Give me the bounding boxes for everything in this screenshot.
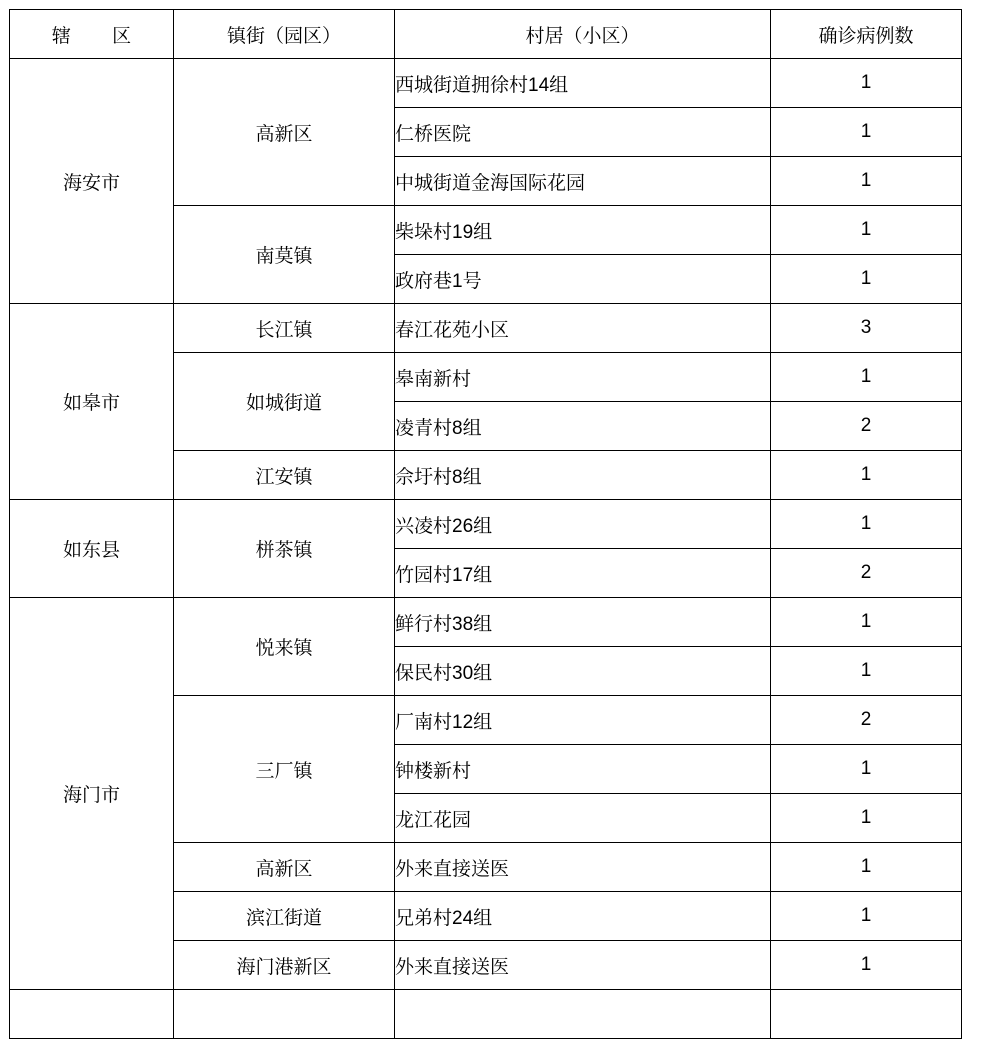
district-cell: 海安市 — [10, 59, 174, 304]
town-cell: 高新区 — [174, 59, 395, 206]
town-cell: 三厂镇 — [174, 696, 395, 843]
count-cell: 3 — [771, 304, 962, 353]
village-cell: 柴垛村19组 — [395, 206, 771, 255]
table-row — [10, 59, 962, 108]
table-header-row — [10, 10, 962, 59]
header-town: 镇街（园区） — [174, 10, 395, 59]
count-cell: 1 — [771, 647, 962, 696]
header-count: 确诊病例数 — [771, 10, 962, 59]
confirmed-cases-table — [9, 9, 962, 1039]
count-cell: 1 — [771, 598, 962, 647]
count-cell: 2 — [771, 696, 962, 745]
count-cell: 1 — [771, 206, 962, 255]
district-cell: 如皋市 — [10, 304, 174, 500]
table-row — [10, 500, 962, 549]
count-cell: 1 — [771, 353, 962, 402]
town-cell: 南莫镇 — [174, 206, 395, 304]
table-row-truncated — [10, 990, 962, 1039]
village-cell: 竹园村17组 — [395, 549, 771, 598]
village-cell: 西城街道拥徐村14组 — [395, 59, 771, 108]
village-cell: 外来直接送医 — [395, 843, 771, 892]
town-cell: 江安镇 — [174, 451, 395, 500]
count-cell-truncated — [771, 990, 962, 1039]
village-cell: 凌青村8组 — [395, 402, 771, 451]
count-cell: 1 — [771, 745, 962, 794]
village-cell: 兄弟村24组 — [395, 892, 771, 941]
count-cell: 1 — [771, 843, 962, 892]
count-cell: 1 — [771, 108, 962, 157]
town-cell: 如城街道 — [174, 353, 395, 451]
village-cell-truncated — [395, 990, 771, 1039]
village-cell: 鲜行村38组 — [395, 598, 771, 647]
village-cell: 皋南新村 — [395, 353, 771, 402]
town-cell: 海门港新区 — [174, 941, 395, 990]
district-cell-truncated — [10, 990, 174, 1039]
village-cell: 政府巷1号 — [395, 255, 771, 304]
town-cell: 滨江街道 — [174, 892, 395, 941]
town-cell: 栟茶镇 — [174, 500, 395, 598]
village-cell: 保民村30组 — [395, 647, 771, 696]
table-body — [10, 10, 962, 1039]
village-cell: 春江花苑小区 — [395, 304, 771, 353]
count-cell: 1 — [771, 941, 962, 990]
count-cell: 1 — [771, 451, 962, 500]
header-village: 村居（小区） — [395, 10, 771, 59]
document-page — [0, 9, 984, 1012]
town-cell: 高新区 — [174, 843, 395, 892]
village-cell: 佘圩村8组 — [395, 451, 771, 500]
town-cell-truncated — [174, 990, 395, 1039]
village-cell: 龙江花园 — [395, 794, 771, 843]
count-cell: 1 — [771, 157, 962, 206]
count-cell: 1 — [771, 794, 962, 843]
village-cell: 中城街道金海国际花园 — [395, 157, 771, 206]
village-cell: 兴凌村26组 — [395, 500, 771, 549]
count-cell: 1 — [771, 500, 962, 549]
count-cell: 1 — [771, 59, 962, 108]
count-cell: 1 — [771, 255, 962, 304]
header-district: 辖 区 — [10, 10, 174, 59]
village-cell: 钟楼新村 — [395, 745, 771, 794]
town-cell: 悦来镇 — [174, 598, 395, 696]
village-cell: 厂南村12组 — [395, 696, 771, 745]
district-cell: 如东县 — [10, 500, 174, 598]
count-cell: 2 — [771, 549, 962, 598]
district-cell: 海门市 — [10, 598, 174, 990]
village-cell: 外来直接送医 — [395, 941, 771, 990]
town-cell: 长江镇 — [174, 304, 395, 353]
village-cell: 仁桥医院 — [395, 108, 771, 157]
count-cell: 2 — [771, 402, 962, 451]
table-row — [10, 304, 962, 353]
table-row — [10, 598, 962, 647]
count-cell: 1 — [771, 892, 962, 941]
